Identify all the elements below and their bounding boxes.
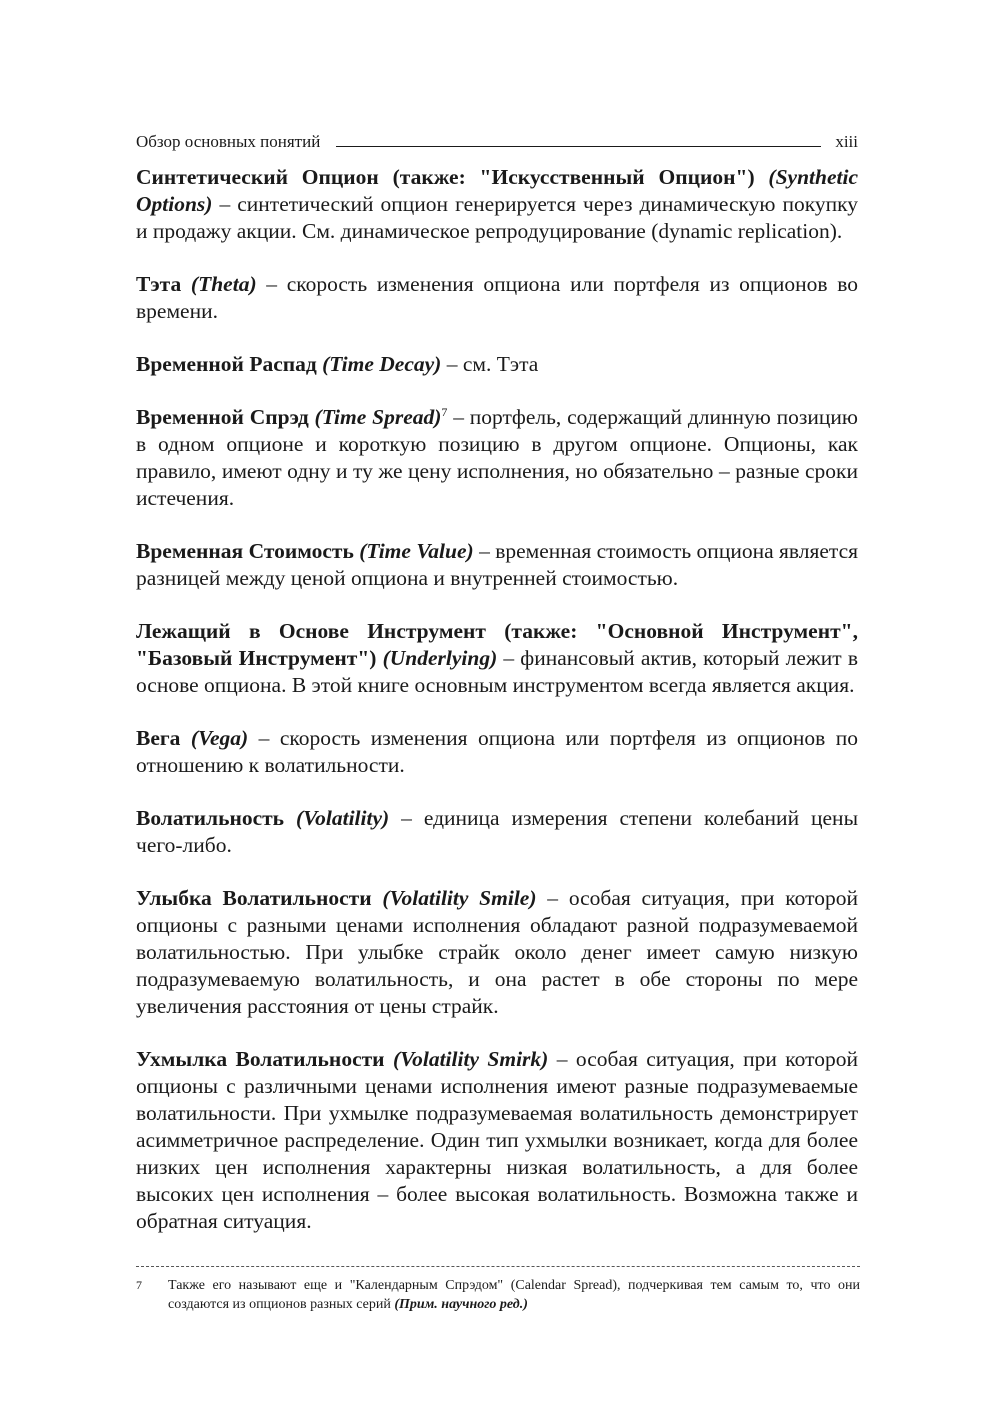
entry-term: Ухмылка Волатильности xyxy=(136,1047,385,1071)
entry-english-term: (Underlying) xyxy=(382,646,498,670)
entry-english-term: (Volatility Smirk) xyxy=(392,1047,549,1071)
entry-term: Улыбка Волатильности xyxy=(136,886,372,910)
entry-term: Временной Спрэд xyxy=(136,405,309,429)
entry-term: Лежащий в Основе Инструмент (также: "Основной Инструмент", "Базовый Инструмент") xyxy=(136,619,858,670)
footnote-divider xyxy=(136,1266,860,1267)
entry-english-term: (Time Value) xyxy=(359,539,474,563)
entry-definition: – скорость изменения опциона или портфеля из опционов во времени. xyxy=(136,272,859,323)
glossary-entry-theta xyxy=(136,271,858,325)
entry-definition: – см. Тэта xyxy=(441,352,539,376)
page-content xyxy=(136,128,858,1261)
running-header xyxy=(136,128,858,152)
glossary-entry-vega xyxy=(136,725,858,779)
entry-english-term: (Volatility) xyxy=(296,806,390,830)
footnote xyxy=(136,1276,860,1314)
glossary-entry-volatility-smirk xyxy=(136,1046,858,1235)
entry-definition: – особая ситуация, при которой опционы с различными ценами исполнения имеют разные подразумеваемые волатильности. При ухмылке подразумеваемая волатильность демонстрирует асимметричное распределение. Один тип ухмылки возникает, когда для более низких цен исполнения характерны низкая волатильность, а для более высоких цен исполнения – более высокая волатильность. Возможна также и обратная ситуация. xyxy=(136,1047,858,1233)
footnote-reference[interactable]: 7 xyxy=(441,404,448,419)
entry-term: Волатильность xyxy=(136,806,285,830)
glossary-entry-volatility xyxy=(136,805,858,859)
entry-term: Вега xyxy=(136,726,181,750)
glossary-entry-time-decay xyxy=(136,351,858,378)
entry-definition: – портфель, содержащий длинную позицию в одном опционе и короткую позицию в другом опционе. Опционы, как правило, имеют одну и ту же цену исполнения, но обязательно – разные сроки истечения. xyxy=(136,405,858,510)
entry-definition: – синтетический опцион генерируется через динамическую покупку и продажу акции. См. динамическое репродуцирование (dynamic replication). xyxy=(136,192,858,243)
entry-definition: – скорость изменения опциона или портфеля из опционов по отношению к волатильности. xyxy=(136,726,859,777)
entry-term: Временной Распад xyxy=(136,352,317,376)
footnote-text: Также его называют еще и "Календарным Спрэдом" (Calendar Spread), подчеркивая тем самым то, что они создаются из опционов разных серий xyxy=(168,1278,860,1312)
entry-term: Тэта xyxy=(136,272,182,296)
page-number: xiii xyxy=(835,132,858,151)
entry-definition: – единица измерения степени колебаний цены чего-либо. xyxy=(136,806,859,857)
entry-english-term: (Time Spread) xyxy=(314,405,442,429)
entry-english-term: (Time Decay) xyxy=(322,352,442,376)
entry-definition: – временная стоимость опциона является разницей между ценой опциона и внутренней стоимостью. xyxy=(136,539,859,590)
glossary-entry-time-value xyxy=(136,538,858,592)
header-title: Обзор основных понятий xyxy=(136,132,321,151)
entry-english-term: (Synthetic Options) xyxy=(136,165,859,216)
glossary-entry-time-spread xyxy=(136,404,858,512)
entry-term: Временная Стоимость xyxy=(136,539,354,563)
glossary-entry-volatility-smile xyxy=(136,885,858,1020)
entry-english-term: (Theta) xyxy=(190,272,257,296)
entry-english-term: (Vega) xyxy=(190,726,249,750)
entry-definition: – финансовый актив, который лежит в основе опциона. В этой книге основным инструментом всегда является акция. xyxy=(136,646,858,697)
entry-english-term: (Volatility Smile) xyxy=(382,886,537,910)
glossary-entry-synthetic-options xyxy=(136,164,858,245)
header-rule xyxy=(336,146,821,147)
footnote-mark: 7 xyxy=(136,1278,142,1292)
footnote-editor-note: (Прим. научного ред.) xyxy=(394,1297,528,1312)
entry-term: Синтетический Опцион (также: "Искусственный Опцион") xyxy=(136,165,755,189)
entry-definition: – особая ситуация, при которой опционы с разными ценами исполнения обладают разной подразумеваемой волатильностью. При улыбке страйк около денег имеет самую низкую подразумеваемую волатильность, и она растет в обе стороны по мере увеличения расстояния от цены страйк. xyxy=(136,886,858,1018)
glossary-entry-underlying xyxy=(136,618,858,699)
